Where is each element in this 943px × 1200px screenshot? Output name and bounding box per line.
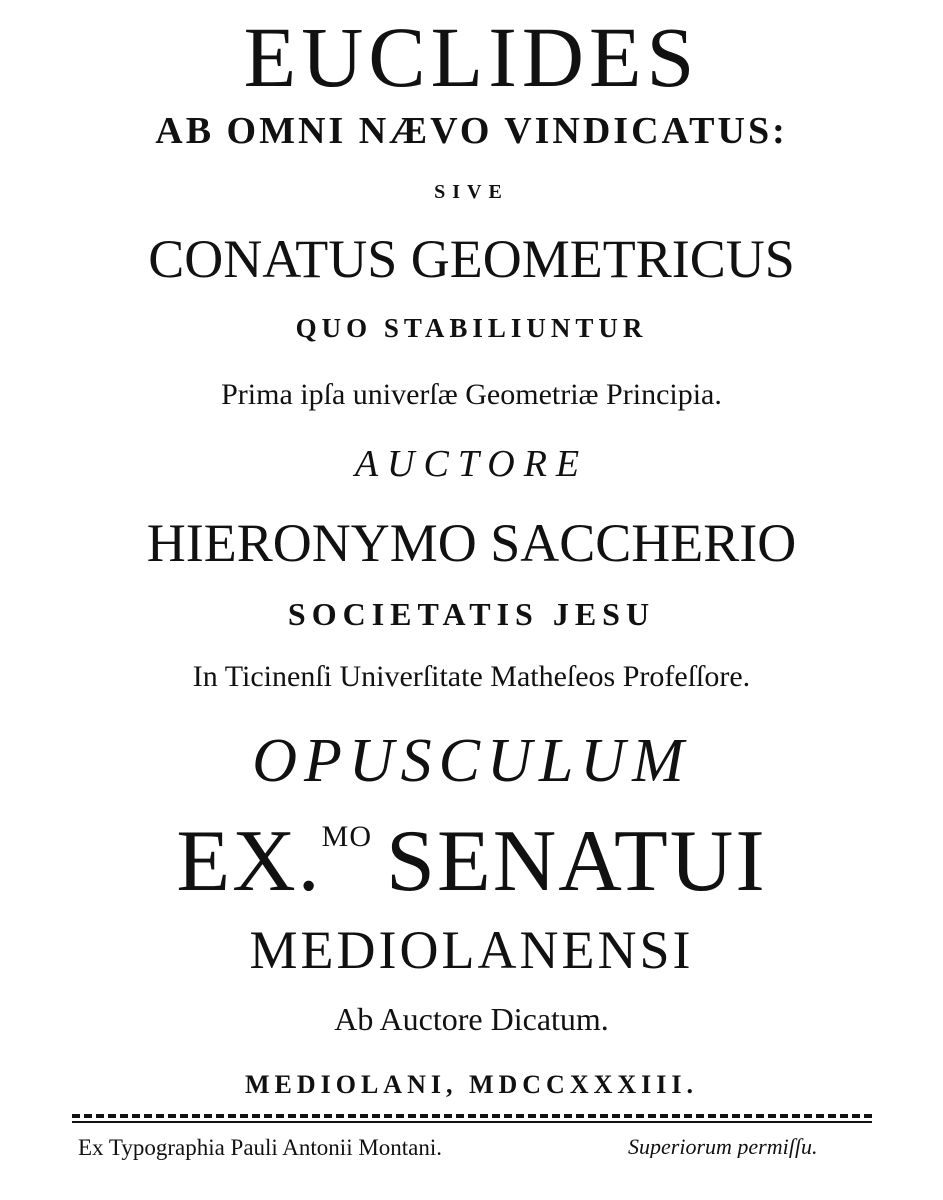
author-order: SOCIETATIS JESU <box>287 596 656 632</box>
imprint-rule-dashed <box>72 1114 872 1118</box>
subtitle-stabiliuntur: QUO STABILIUNTUR <box>295 313 648 343</box>
printer-line: Ex Typographia Pauli Antonii Montani. <box>78 1135 443 1160</box>
alternate-title: CONATUS GEOMETRICUS <box>148 229 795 289</box>
dedication-superscript: MO <box>321 820 372 853</box>
subtitle-vindicatus: AB OMNI NÆVO VINDICATUS: <box>155 110 788 152</box>
author-heading: AUCTORE <box>354 443 589 485</box>
dedication-prefix: EX. <box>176 813 322 910</box>
main-title: EUCLIDES <box>243 9 700 105</box>
imprint-rule-solid <box>72 1121 872 1123</box>
dedication-line <box>0 813 943 910</box>
dedication-place: MEDIOLANENSI <box>249 920 694 980</box>
work-type: OPUSCULUM <box>252 727 691 795</box>
dedication-senatui: SENATUI <box>386 813 767 910</box>
dedication-note: Ab Auctore Dicatum. <box>334 1001 609 1037</box>
author-name: HIERONYMO SACCHERIO <box>146 513 797 573</box>
conjunction-sive: SIVE <box>434 181 509 203</box>
permission-line: Superiorum permiſſu. <box>628 1136 818 1158</box>
author-position: In Ticinenſi Univerſitate Matheſeos Profeſſore. <box>192 660 751 693</box>
imprint-place-date: MEDIOLANI, MDCCXXXIII. <box>244 1070 699 1099</box>
subtitle-principia: Prima ipſa univerſæ Geometriæ Principia. <box>221 378 722 411</box>
